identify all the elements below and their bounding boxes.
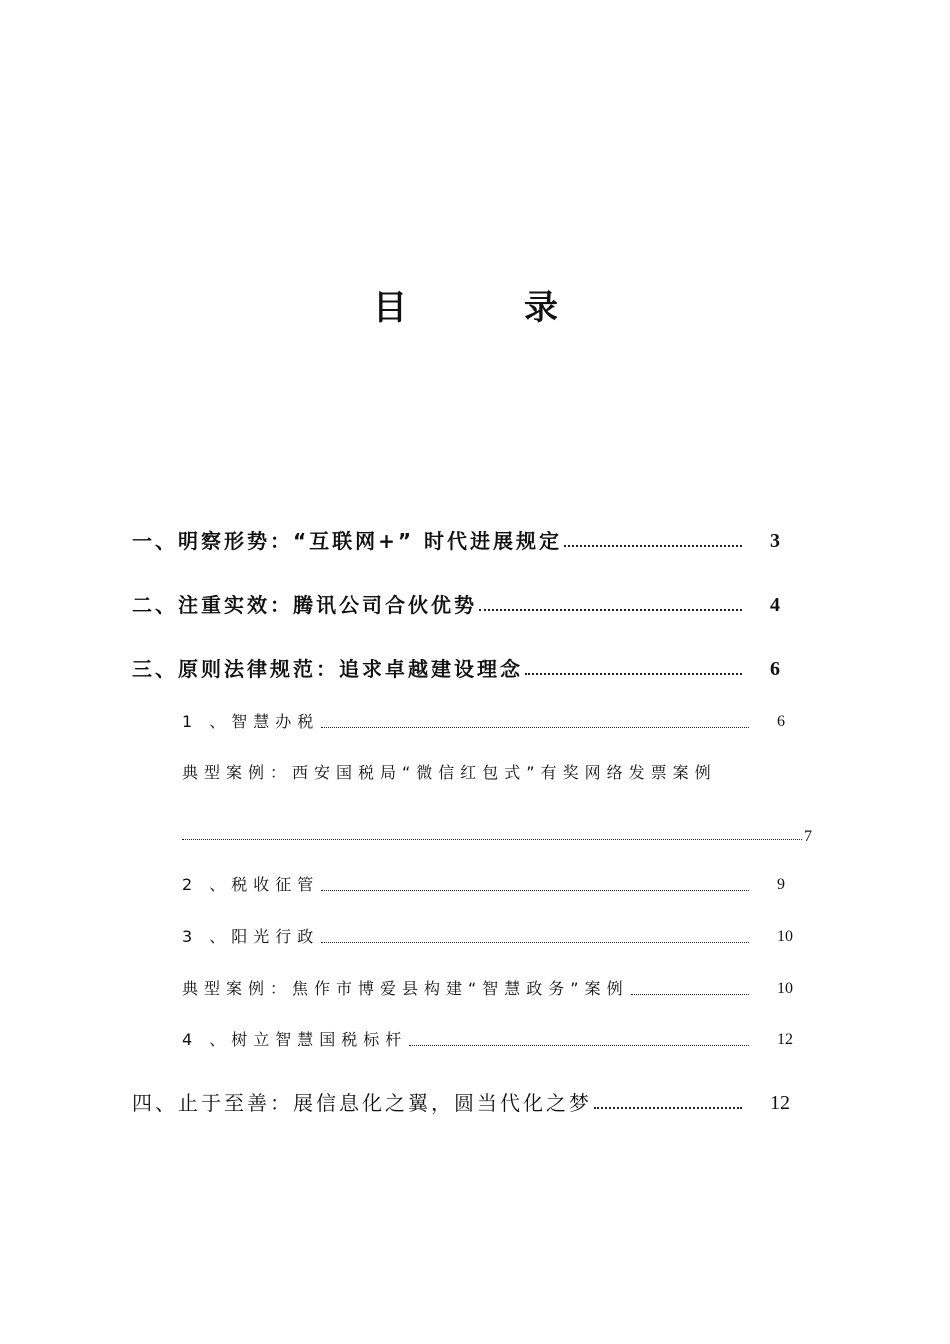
toc-entry-3-case-1-title[interactable]: 典型案例：西安国税局“微信红包式”有奖网络发票案例 (182, 763, 717, 782)
dot-leader (321, 890, 749, 891)
dot-leader (631, 994, 749, 995)
toc-entry-3-case-2-title: 典型案例：焦作市博爱县构建“智慧政务”案例 (182, 979, 629, 998)
toc-entry-3-3-page: 10 (777, 928, 793, 945)
toc-entry-3[interactable] (132, 655, 808, 681)
dot-leader (182, 839, 802, 840)
toc-entry-4-title: 四、止于至善：展信息化之翼，圆当代化之梦 (132, 1091, 592, 1115)
toc-entry-1-page: 3 (770, 530, 780, 552)
toc-entry-2-page: 4 (770, 594, 780, 616)
toc-entry-3-1[interactable] (182, 710, 815, 734)
toc-entry-4[interactable] (132, 1089, 808, 1115)
toc-entry-3-2-page: 9 (777, 876, 785, 893)
toc-title-char-2: 录 (524, 288, 558, 328)
dot-leader (321, 727, 749, 728)
toc-entry-3-2[interactable] (182, 873, 815, 897)
toc-entry-3-4[interactable] (182, 1028, 815, 1052)
toc-entry-3-case-1-page: 7 (804, 828, 812, 845)
dot-leader (594, 1107, 742, 1109)
toc-entry-3-4-page: 12 (777, 1031, 793, 1048)
dot-leader (321, 942, 749, 943)
toc-entry-3-1-title: 1 、智慧办税 (182, 712, 320, 731)
toc-entry-3-3-title: 3 、阳光行政 (182, 927, 320, 946)
dot-leader (525, 673, 742, 675)
toc-entry-3-1-page: 6 (777, 713, 785, 730)
toc-entry-3-4-title: 4 、树立智慧国税标杆 (182, 1030, 408, 1049)
toc-entry-3-title: 三、原则法律规范：追求卓越建设理念 (132, 657, 523, 681)
toc-entry-4-page: 12 (770, 1092, 790, 1114)
toc-entry-2[interactable] (132, 591, 808, 617)
toc-entry-3-page: 6 (770, 658, 780, 680)
toc-entry-3-case-2-page: 10 (777, 980, 793, 997)
toc-entry-1-title: 一、明察形势：“互联网+” 时代进展规定 (132, 529, 563, 553)
toc-entry-2-title: 二、注重实效：腾讯公司合伙优势 (132, 593, 477, 617)
toc-title (0, 286, 950, 330)
dot-leader (479, 609, 742, 611)
dot-leader (564, 545, 742, 547)
toc-entry-3-case-1-leader-line[interactable] (182, 822, 812, 846)
toc-entry-3-2-title: 2 、税收征管 (182, 875, 320, 894)
toc-entry-3-case-2[interactable] (182, 977, 815, 1001)
dot-leader (409, 1045, 749, 1046)
toc-title-char-1: 目 (373, 288, 407, 328)
toc-entry-3-3[interactable] (182, 925, 815, 949)
toc-entry-1[interactable] (132, 527, 808, 553)
